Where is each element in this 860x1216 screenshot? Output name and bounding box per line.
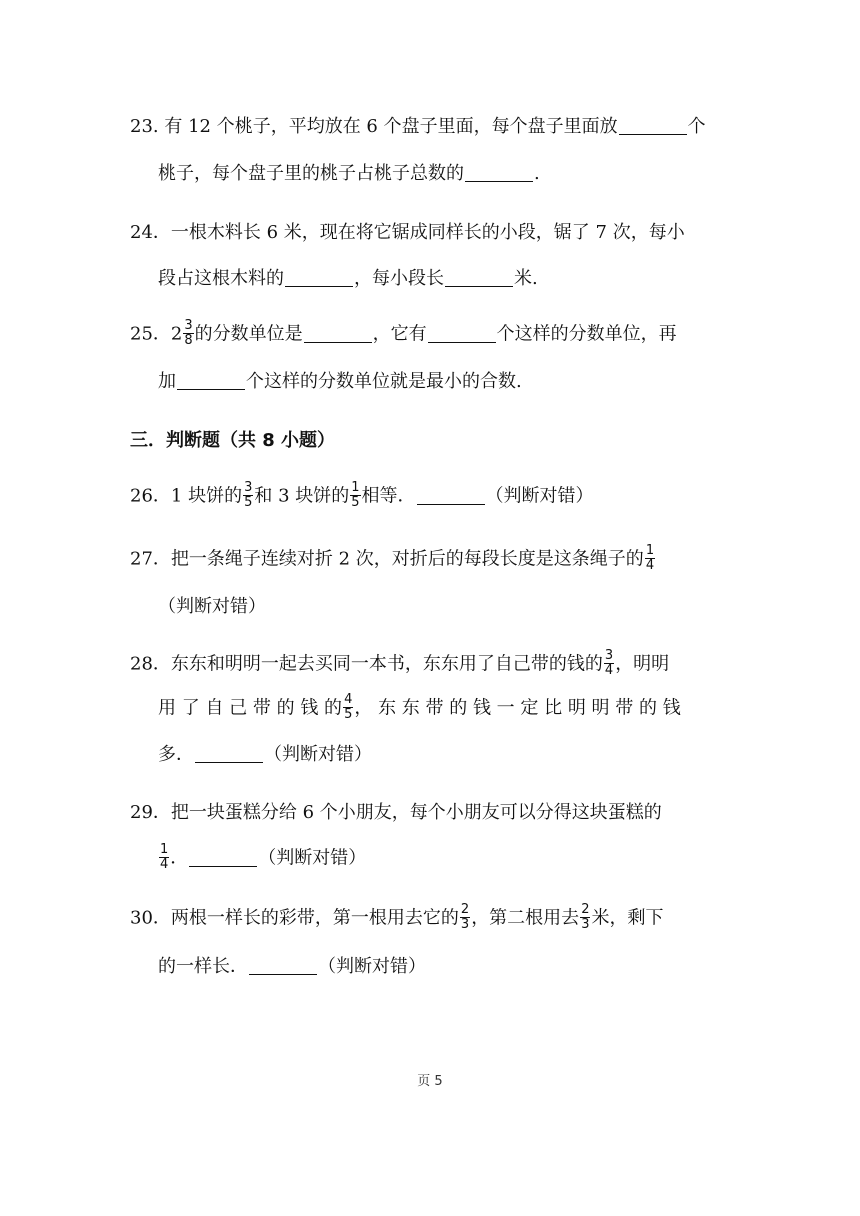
question-28-line-2: 用 了 自 己 带 的 钱 的 $\frac{4}{5}$ ， 东 东 带 的 钱 一 定 比 明 明 带 的 钱	[158, 692, 681, 722]
fraction: $\frac{4}{5}$	[344, 692, 353, 722]
fraction: $\frac{1}{5}$	[351, 480, 360, 510]
question-29-line-2: $\frac{1}{4}$ ． （判断对错）	[160, 842, 367, 872]
question-25-line-2: 加 个这样的分数单位就是最小的合数.	[158, 371, 522, 392]
question-24-line-2: 段占这根木料的 ，每小段长 米.	[158, 268, 538, 289]
question-24-line-1: 24．一根木料长 6 米，现在将它锯成同样长的小段，锯了 7 次，每小	[130, 222, 685, 243]
answer-blank[interactable]	[189, 848, 257, 867]
question-23-line-1: 23. 有 12 个桃子，平均放在 6 个盘子里面，每个盘子里面放 个	[130, 116, 706, 137]
question-26: 26．1 块饼的 $\frac{3}{5}$ 和 3 块饼的 $\frac{1}{5}$ 相等． （判断对错）	[130, 480, 594, 510]
section-heading: 三．判断题（共 8 小题）	[130, 430, 336, 451]
answer-blank[interactable]	[285, 268, 353, 287]
question-28-line-1: 28．东东和明明一起去买同一本书，东东用了自己带的钱的 $\frac{3}{4}$ ，明明	[130, 648, 670, 678]
question-28-line-3: 多． （判断对错）	[158, 744, 372, 765]
question-27-line-1: 27．把一条绳子连续对折 2 次，对折后的每段长度是这条绳子的 $\frac{1}{4}$	[130, 543, 655, 573]
page-number: 页 5	[417, 1074, 443, 1089]
answer-blank[interactable]	[619, 116, 687, 135]
question-30-line-1: 30．两根一样长的彩带，第一根用去它的 $\frac{2}{3}$ ，第二根用去 $\frac{2}{3}$ 米，剩下	[130, 902, 664, 932]
answer-blank[interactable]	[417, 486, 485, 505]
fraction: $\frac{1}{4}$	[645, 543, 655, 573]
answer-blank[interactable]	[304, 324, 372, 343]
fraction: $\frac{1}{4}$	[160, 842, 169, 872]
question-29-line-1: 29．把一块蛋糕分给 6 个小朋友，每个小朋友可以分得这块蛋糕的	[130, 802, 662, 823]
fraction: $\frac{2}{3}$	[581, 902, 590, 932]
answer-blank[interactable]	[465, 163, 533, 182]
question-30-line-2: 的一样长． （判断对错）	[158, 956, 426, 977]
question-23-line-2: 桃子，每个盘子里的桃子占桃子总数的 .	[158, 163, 540, 184]
answer-blank[interactable]	[249, 956, 317, 975]
answer-blank[interactable]	[195, 744, 263, 763]
fraction: $\frac{2}{3}$	[460, 902, 470, 932]
answer-blank[interactable]	[177, 371, 245, 390]
question-27-line-2: （判断对错）	[158, 596, 266, 617]
fraction: $\frac{3}{4}$	[604, 648, 614, 678]
answer-blank[interactable]	[428, 324, 496, 343]
question-25-line-1: 25．2 $\frac{3}{8}$ 的分数单位是 ，它有 个这样的分数单位，再	[130, 318, 677, 348]
answer-blank[interactable]	[445, 268, 513, 287]
fraction: $\frac{3}{8}$	[184, 318, 193, 348]
fraction: $\frac{3}{5}$	[244, 480, 253, 510]
